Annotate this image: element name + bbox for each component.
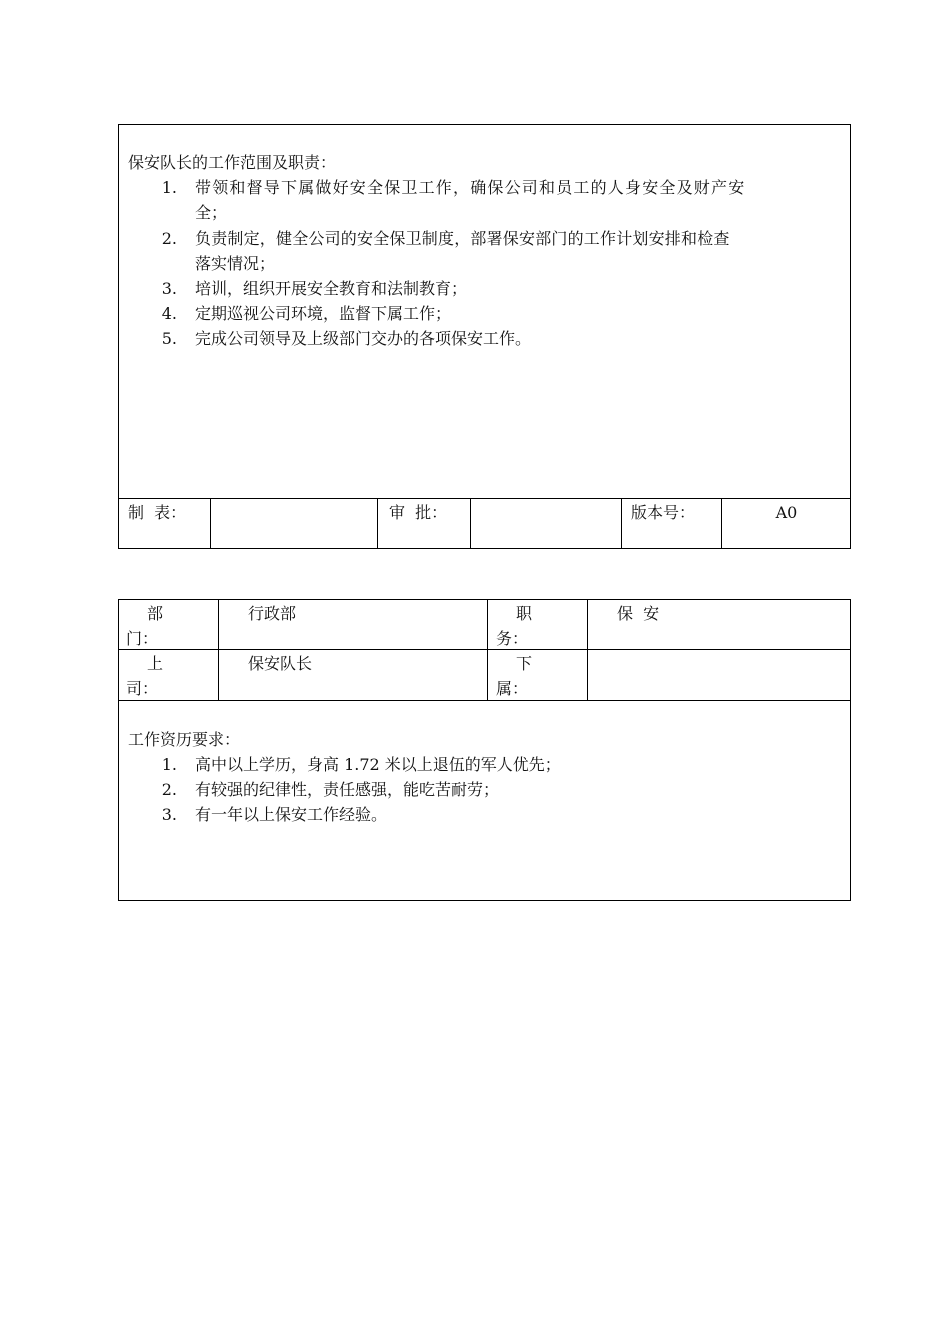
duty-text: 定期巡视公司环境，监督下属工作； <box>195 304 452 323</box>
footer-divider <box>210 498 211 549</box>
info-col-divider <box>218 599 219 701</box>
superior-value: 保安队长 <box>248 654 313 673</box>
footer-divider <box>470 498 471 549</box>
duty-text: 带领和督导下属做好安全保卫工作，确保公司和员工的人身安全及财产安 <box>195 178 746 197</box>
requirement-text: 有一年以上保安工作经验。 <box>195 805 388 824</box>
duty-text: 培训，组织开展安全教育和法制教育； <box>195 279 468 298</box>
department-value: 行政部 <box>248 604 297 623</box>
requirements-heading: 工作资历要求： <box>128 730 241 749</box>
duty-number: 4. <box>161 304 177 323</box>
department-label-continued: 门： <box>126 629 159 648</box>
job-info-table <box>118 599 851 901</box>
version-value: A0 <box>775 503 798 522</box>
duty-text-continued: 全； <box>195 203 228 222</box>
info-row-divider <box>118 700 851 701</box>
approved-by-label: 审 批： <box>389 503 448 522</box>
position-label-continued: 务： <box>496 629 529 648</box>
footer-row-divider <box>118 498 851 499</box>
duty-number: 5. <box>161 329 177 348</box>
duty-number: 1. <box>161 178 177 197</box>
requirement-number: 3. <box>161 805 177 824</box>
footer-divider <box>377 498 378 549</box>
position-value: 保 安 <box>617 604 660 623</box>
duty-number: 3. <box>161 279 177 298</box>
info-row-divider <box>118 649 851 650</box>
subordinate-label: 下 <box>516 654 533 673</box>
info-col-divider <box>487 599 488 701</box>
requirement-number: 1. <box>161 755 177 774</box>
duty-number: 2. <box>161 229 177 248</box>
duties-heading: 保安队长的工作范围及职责： <box>128 153 337 172</box>
superior-label: 上 <box>147 654 164 673</box>
footer-divider <box>621 498 622 549</box>
version-label: 版本号： <box>631 503 696 522</box>
superior-label-continued: 司： <box>126 679 159 698</box>
duty-text-continued: 落实情况； <box>195 254 276 273</box>
position-label: 职 <box>516 604 533 623</box>
requirement-number: 2. <box>161 780 177 799</box>
requirement-text: 高中以上学历，身高 1.72 米以上退伍的军人优先； <box>195 755 561 774</box>
subordinate-label-continued: 属： <box>496 679 529 698</box>
info-col-divider <box>587 599 588 701</box>
duty-text: 完成公司领导及上级部门交办的各项保安工作。 <box>195 329 532 348</box>
made-by-label: 制 表： <box>128 503 187 522</box>
duty-text: 负责制定，健全公司的安全保卫制度，部署保安部门的工作计划安排和检查 <box>195 229 730 248</box>
requirement-text: 有较强的纪律性，责任感强，能吃苦耐劳； <box>195 780 500 799</box>
department-label: 部 <box>147 604 164 623</box>
